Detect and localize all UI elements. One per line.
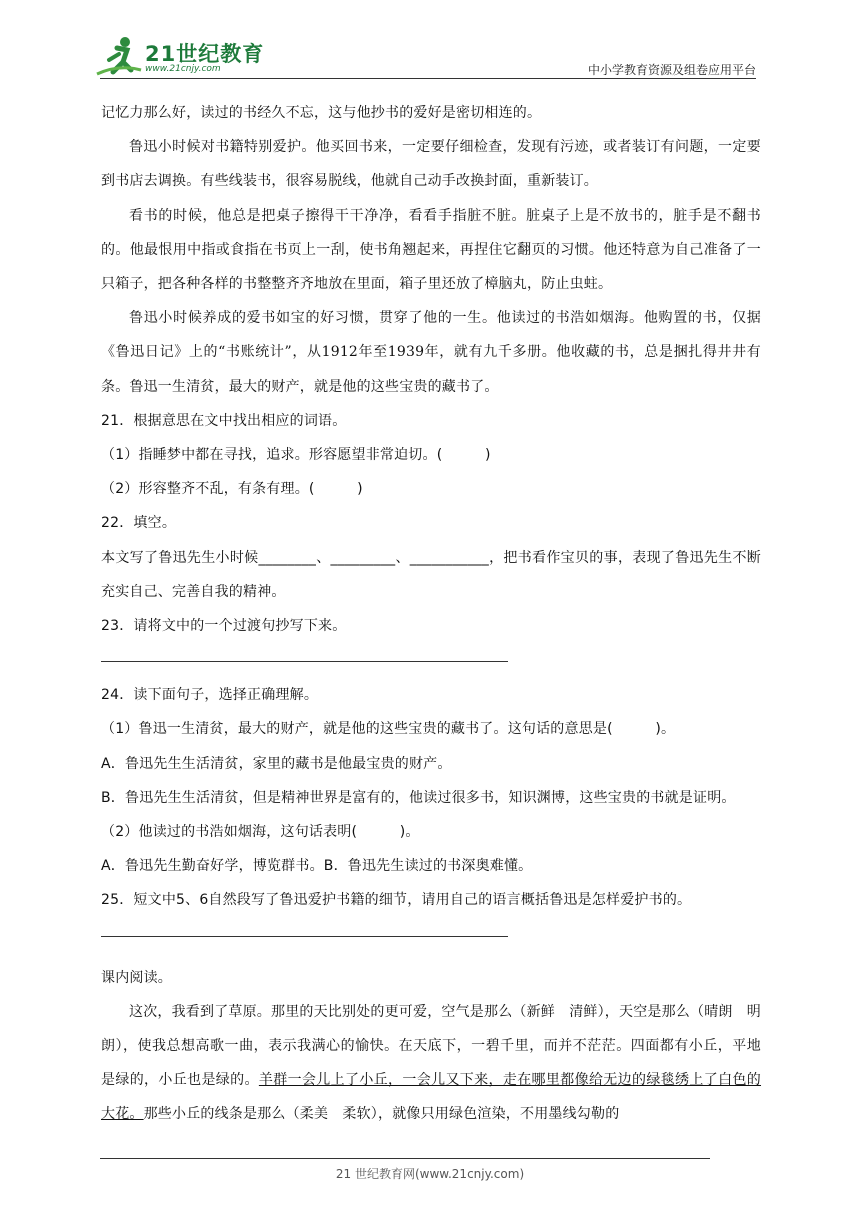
logo-url: www.21cnjy.com xyxy=(145,64,221,74)
question-21-1: （1）指睡梦中都在寻找，追求。形容愿望非常迫切。( ) xyxy=(101,447,491,464)
question-22: 22．填空。 xyxy=(101,515,177,532)
question-24-1: （1）鲁迅一生清贫，最大的财产，就是他的这些宝贵的藏书了。这句话的意思是( )。 xyxy=(101,721,676,738)
option-24-1-b: B．鲁迅先生生活清贫，但是精神世界是富有的，他读过很多书，知识渊博，这些宝贵的书就是证明。 xyxy=(101,789,736,806)
logo-text: 21世纪教育 xyxy=(145,42,265,66)
passage-paragraph: 记忆力那么好，读过的书经久不忘，这与他抄书的爱好是密切相连的。 xyxy=(101,105,542,121)
question-23: 23．请将文中的一个过渡句抄写下来。 xyxy=(101,618,347,635)
option-24-1-a: A．鲁迅先生生活清贫，家里的藏书是他最宝贵的财产。 xyxy=(101,755,452,772)
question-25: 25．短文中5、6自然段写了鲁迅爱护书籍的细节，请用自己的语言概括鲁迅是怎样爱护书的。 xyxy=(101,892,692,909)
passage-paragraph: 鲁迅小时候养成的爱书如宝的好习惯，贯穿了他的一生。他读过的书浩如烟海。他购置的书，仅据《鲁迅日记》上的“书账统计”，从1912年至1939年，就有九千多册。他收藏的书，总是捆扎得井井有条。鲁迅一生清贫，最大的财产，就是他的这些宝贵的藏书了。 xyxy=(101,310,761,395)
page-footer: 21 世纪教育网(www.21cnjy.com) xyxy=(335,1167,525,1181)
option-24-2: A．鲁迅先生勤奋好学，博览群书。B．鲁迅先生读过的书深奥难懂。 xyxy=(101,858,533,875)
answer-line[interactable] xyxy=(101,643,508,662)
answer-line[interactable] xyxy=(101,918,508,937)
question-21-2: （2）形容整齐不乱，有条有理。( ) xyxy=(101,481,363,498)
question-24: 24．读下面句子，选择正确理解。 xyxy=(101,687,319,704)
document-body xyxy=(101,96,761,1132)
passage-paragraph: 看书的时候，他总是把桌子擦得干干净净，看看手指脏不脏。脏桌子上是不放书的，脏手是不翻书的。他最恨用中指或食指在书页上一刮，使书角翘起来，再捏住它翻页的习惯。他还特意为自己准备了一只箱子，把各种各样的书整整齐齐地放在里面，箱子里还放了樟脑丸，防止虫蛀。 xyxy=(101,207,761,293)
question-24-2: （2）他读过的书浩如烟海，这句话表明( )。 xyxy=(101,824,420,841)
runner-icon xyxy=(95,34,143,78)
site-logo xyxy=(95,34,265,78)
passage-text: 那些小丘的线条是那么（柔美 柔软），就像只用绿色渲染，不用墨线勾勒的 xyxy=(143,1106,620,1123)
underlined-sentence: 羊群一会儿上了小丘，一会儿又下来，走在哪里都像给无边的绿毯绣上了白色的大花。 xyxy=(101,1072,762,1123)
question-22-text: 本文写了鲁迅先生小时候________、_________、___________，把书看作宝贝的事，表现了鲁迅先生不断充实自己、完善自我的精神。 xyxy=(101,549,761,600)
platform-name: 中小学教育资源及组卷应用平台 xyxy=(587,63,756,77)
page-header xyxy=(0,0,860,84)
passage-paragraph: 鲁迅小时候对书籍特别爱护。他买回书来，一定要仔细检查，发现有污迹，或者装订有问题，一定要到书店去调换。有些线装书，很容易脱线，他就自己动手改换封面，重新装订。 xyxy=(101,139,761,190)
passage-text: 这次，我看到了草原。那里的天比别处的更可爱，空气是那么（新鲜 清鲜），天空是那么（晴朗 明朗），使我总想高歌一曲，表示我满心的愉快。在天底下，一碧千里，而并不茫茫。四面都有小丘，平地是绿的，小丘也是绿的。 xyxy=(101,1003,761,1089)
footer-divider xyxy=(100,1158,710,1159)
question-21: 21．根据意思在文中找出相应的词语。 xyxy=(101,412,347,429)
section-heading: 课内阅读。 xyxy=(101,969,172,986)
passage-paragraph xyxy=(101,995,761,1132)
header-divider xyxy=(100,78,756,79)
